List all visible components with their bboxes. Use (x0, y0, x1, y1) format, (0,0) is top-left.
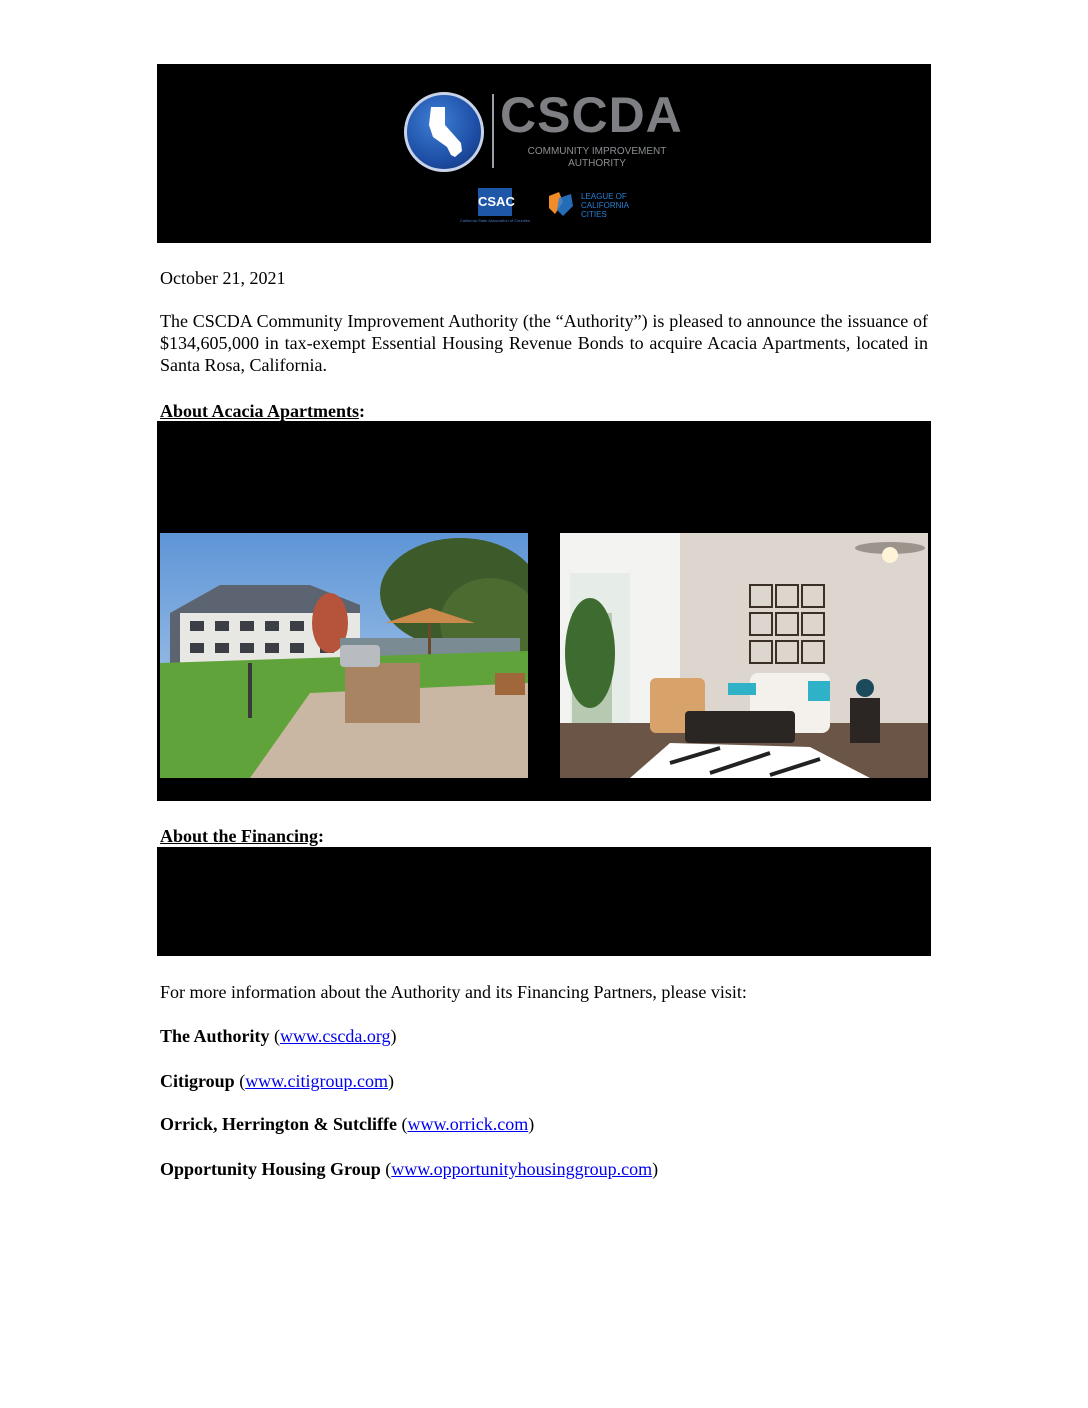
more-info-text: For more information about the Authority and its Financing Partners, please visit: (160, 982, 747, 1002)
exterior-courtyard-photo (160, 533, 528, 778)
partner-opportunity-housing-link[interactable]: www.opportunityhousinggroup.com (391, 1159, 653, 1179)
partner-citigroup-link[interactable]: www.citigroup.com (245, 1071, 388, 1091)
partner-orrick: Orrick, Herrington & Sutcliffe (www.orrick.com) (160, 1114, 535, 1134)
league-of-cities-text: LEAGUE OF CALIFORNIA CITIES (581, 192, 630, 219)
redacted-block-financing (157, 847, 931, 956)
partner-orrick-link[interactable]: www.orrick.com (407, 1114, 529, 1134)
letter-date: October 21, 2021 (160, 268, 286, 288)
partner-citigroup: Citigroup (www.citigroup.com) (160, 1071, 394, 1091)
league-of-cities-logo (545, 188, 577, 220)
acacia-section-heading: About Acacia Apartments: (160, 401, 365, 421)
living-room-photo (560, 533, 928, 778)
csac-logo: CSAC (478, 188, 512, 216)
header-banner (157, 64, 931, 243)
logo-divider (492, 94, 494, 168)
brand-wordmark: CSCDA (500, 87, 683, 143)
partner-opportunity-housing: Opportunity Housing Group (www.opportunityhousinggroup.com) (160, 1159, 659, 1179)
partner-authority-link[interactable]: www.cscda.org (280, 1026, 391, 1046)
california-seal-logo (404, 92, 484, 172)
financing-section-heading: About the Financing: (160, 826, 325, 846)
intro-paragraph: The CSCDA Community Improvement Authority (the “Authority”) is pleased to announce the issuance of $134,605,000 in tax-exempt Essential Housing Revenue Bonds to acquire Acacia Apartments, located in Santa Rosa, California. (160, 311, 928, 375)
brand-subtitle: COMMUNITY IMPROVEMENT AUTHORITY (527, 146, 667, 169)
csac-caption: California State Association of Counties (459, 218, 531, 223)
partner-authority: The Authority (www.cscda.org) (160, 1026, 397, 1046)
